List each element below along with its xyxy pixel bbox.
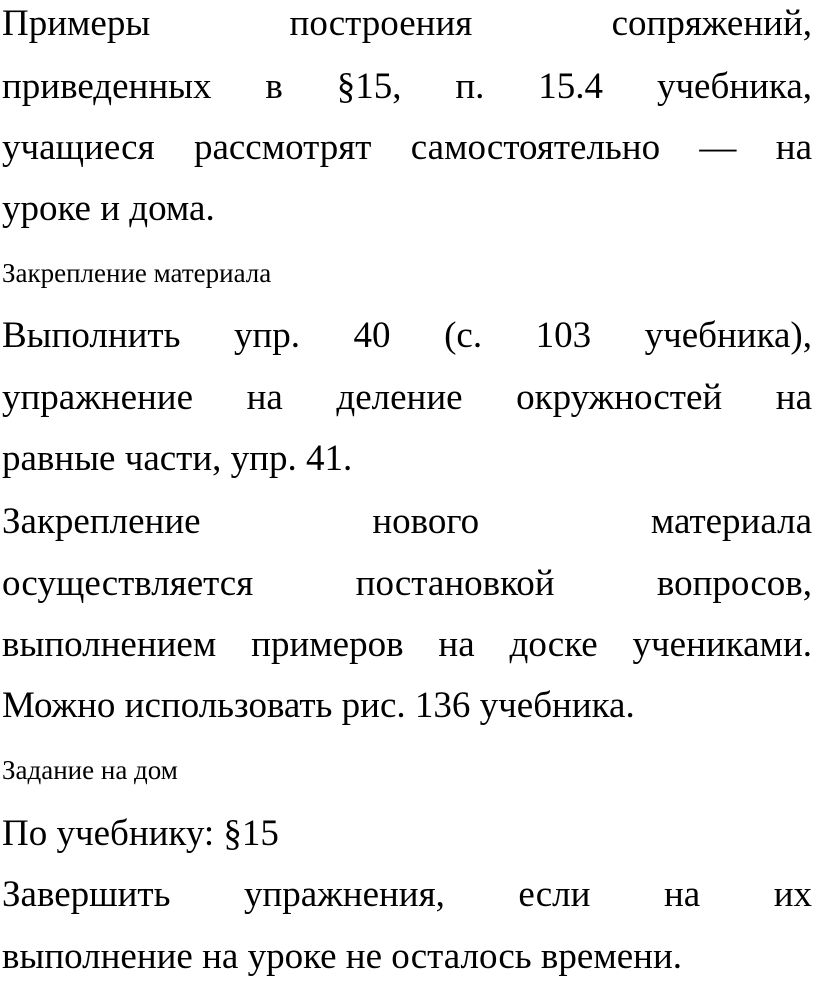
paragraph-3-line-2: осуществляется постановкой вопросов, <box>2 563 812 604</box>
paragraph-5-line-1: Завершить упражнения, если на их <box>2 874 812 915</box>
paragraph-3-line-1: Закрепление нового материала <box>2 501 812 542</box>
paragraph-1-line-3: учащиеся рассмотрят самостоятельно — на <box>2 127 812 168</box>
paragraph-1-line-1: Примеры построения сопряжений, <box>2 3 812 44</box>
paragraph-2-line-1: Выполнить упр. 40 (с. 103 учебника), <box>2 315 812 356</box>
paragraph-1-line-2: приведенных в §15, п. 15.4 учебника, <box>2 66 812 107</box>
paragraph-4-line-1: По учебнику: §15 <box>2 813 279 854</box>
paragraph-3-line-4: Можно использовать рис. 136 учебника. <box>2 685 635 726</box>
paragraph-2-line-2: упражнение на деление окружностей на <box>2 377 812 418</box>
section-heading-consolidation: Закрепление материала <box>2 258 272 288</box>
paragraph-5-line-2: выполнение на уроке не осталось времени. <box>2 936 683 977</box>
paragraph-3-line-3: выполнением примеров на доске учениками. <box>2 624 812 665</box>
paragraph-2-line-3: равные части, упр. 41. <box>2 438 353 479</box>
section-heading-homework: Задание на дом <box>2 755 178 785</box>
paragraph-1-line-4: уроке и дома. <box>2 188 215 229</box>
